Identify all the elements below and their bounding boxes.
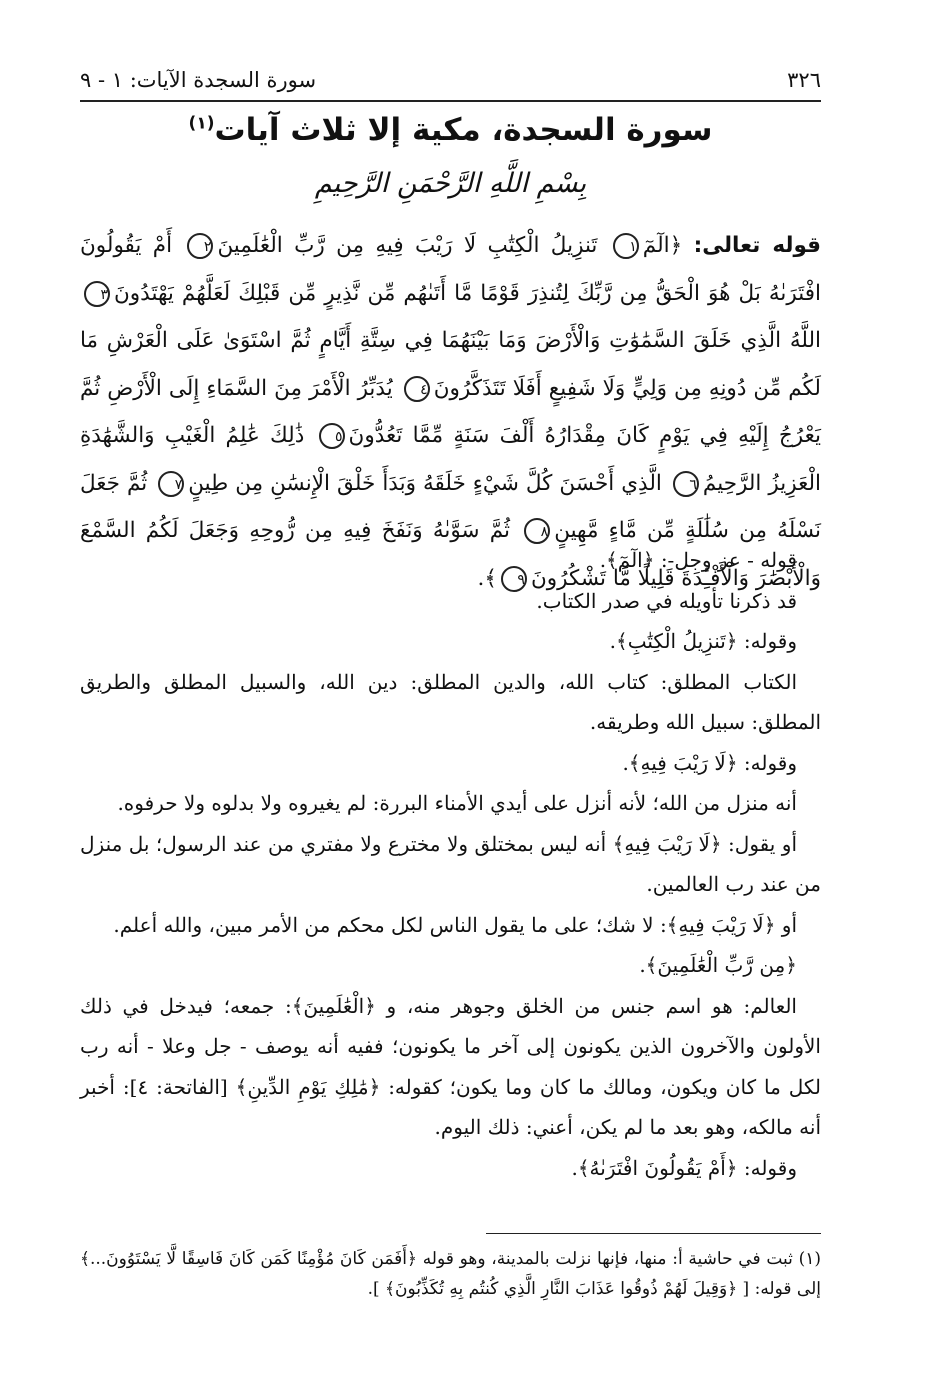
commentary-paragraph: أو يقول: ﴿لَا رَيْبَ فِيهِ﴾ أنه ليس بمختلق ولا مخترع ولا مفتري من عند الرسول؛ بل منزل من عند رب العالمين. xyxy=(80,831,821,896)
verse-text: الَّذِي أَحْسَنَ كُلَّ شَيْءٍ خَلَقَهُ وَبَدَأَ خَلْقَ الْإِنسَٰنِ مِن طِينٍ xyxy=(188,470,662,496)
commentary-paragraph: وقوله: ﴿تَنزِيلُ الْكِتَٰبِ﴾. xyxy=(609,629,797,653)
verse-lead: قوله تعالى: xyxy=(693,233,821,258)
verse-text: يُدَبِّرُ الْأَمْرَ مِنَ السَّمَاءِ إِلَى الْأَرْضِ ثُمَّ يَعْرُجُ إِلَيْهِ فِي يَوْمٍ كَانَ مِقْدَارُهُ أَلْفَ سَنَةٍ مِّمَّا تَعُدُّونَ xyxy=(80,375,821,448)
surah-title xyxy=(80,112,821,148)
commentary-paragraph: أنه منزل من الله؛ لأنه أنزل على أيدي الأمناء البررة: لم يغيروه ولا بدلوه ولا حرفوه. xyxy=(117,791,797,815)
commentary-paragraph: أو ﴿لَا رَيْبَ فِيهِ﴾: لا شك؛ على ما يقول الناس لكل محكم من الأمر مبين، والله أعلم. xyxy=(113,912,797,937)
commentary-paragraph: ﴿مِن رَّبِّ الْعَٰلَمِينَ﴾. xyxy=(639,953,797,977)
ayah-number-marker: ٩ xyxy=(501,566,527,592)
footnote: (١) ثبت في حاشية أ: منها، فإنها نزلت بالمدينة، وهو قوله ﴿أَفَمَن كَانَ مُؤْمِنًا كَمَن كَانَ فَاسِقًا لَّا يَسْتَوُونَ...﴾ إلى قوله: [ ﴿وَقِيلَ لَهُمْ ذُوقُوا عَذَابَ النَّارِ الَّذِي كُنتُم بِهِ تُكَذِّبُونَ﴾ ]. xyxy=(80,1249,821,1299)
commentary-body xyxy=(80,540,821,1188)
commentary-paragraph: الكتاب المطلق: كتاب الله، والدين المطلق: دين الله، والسبيل المطلق والطريق المطلق: سبيل الله وطريقه. xyxy=(80,669,821,734)
page-number: ٣٢٦ xyxy=(787,68,821,92)
ayah-number-marker: ٢ xyxy=(187,233,213,259)
commentary-paragraph: وقوله: ﴿لَا رَيْبَ فِيهِ﴾. xyxy=(622,750,797,775)
ayah-number-marker: ٤ xyxy=(404,376,430,402)
commentary-paragraph: وقوله: ﴿أَمْ يَقُولُونَ افْتَرَىٰهُ﴾. xyxy=(571,1155,797,1180)
verse-text: اللَّهُ الَّذِي خَلَقَ السَّمَٰوَٰتِ وَالْأَرْضَ وَمَا بَيْنَهُمَا فِي سِتَّةِ أَيَّامٍ ثُمَّ اسْتَوَىٰ عَلَى الْعَرْشِ مَا لَكُم مِّن دُونِهِ مِن وَلِيٍّ وَلَا شَفِيعٍ أَفَلَا تَتَذَكَّرُونَ xyxy=(80,328,821,401)
ayah-number-marker: ٨ xyxy=(524,518,550,544)
verse-text: ﴿الٓمٓ xyxy=(642,233,683,258)
commentary-paragraph: العالم: هو اسم جنس من الخلق وجوهر منه، و ﴿الْعَٰلَمِينَ﴾: جمعه؛ فيدخل في ذلك الأولون والآخرون الذين يكونون إلى آخر ما يكونون؛ ففيه أنه يوصف - جل وعلا - أنه رب لكل ما كان ويكون، ومالك ما كان وما يكون؛ كقوله: ﴿مَٰلِكِ يَوْمِ الدِّينِ﴾ [الفاتحة: ٤]: أخبر أنه مالكه، وهو بعد ما لم يكن، أعني: ذلك اليوم. xyxy=(80,993,822,1139)
verse-text: تَنزِيلُ الْكِتَٰبِ لَا رَيْبَ فِيهِ مِن رَّبِّ الْعَٰلَمِينَ xyxy=(217,233,598,258)
verse-text: ذَٰلِكَ عَٰلِمُ الْغَيْبِ وَالشَّهَٰدَةِ الْعَزِيزُ الرَّحِيمُ xyxy=(80,423,822,496)
commentary-paragraph: قد ذكرنا تأويله في صدر الكتاب. xyxy=(536,588,797,613)
footnote-rule xyxy=(486,1233,821,1234)
verse-text: أَمْ يَقُولُونَ افْتَرَىٰهُ بَلْ هُوَ الْحَقُّ مِن رَّبِّكَ لِتُنذِرَ قَوْمًا مَّا أَتَىٰهُم مِّن نَّذِيرٍ مِّن قَبْلِكَ لَعَلَّهُمْ يَهْتَدُونَ xyxy=(80,233,821,306)
ayah-number-marker: ٥ xyxy=(319,423,345,449)
ayah-number-marker: ٧ xyxy=(158,471,184,497)
section-title: سورة السجدة الآيات: ١ - ٩ xyxy=(80,68,317,92)
verse-text: ثُمَّ سَوَّىٰهُ وَنَفَخَ فِيهِ مِن رُّوحِهِ وَجَعَلَ لَكُمُ السَّمْعَ وَالْأَبْصَٰرَ وَالْأَفْـِٔدَةَ قَلِيلًا مَّا تَشْكُرُونَ xyxy=(80,518,821,591)
commentary-paragraph: قوله - عز وجل-: ﴿الٓمٓ﴾. xyxy=(599,548,797,572)
ayah-number-marker: ٣ xyxy=(84,281,110,307)
ayah-number-marker: ١ xyxy=(613,233,639,259)
running-header xyxy=(80,62,821,98)
verse-text: ثُمَّ جَعَلَ نَسْلَهُ مِن سُلَٰلَةٍ مِّن مَّاءٍ مَّهِينٍ xyxy=(80,470,821,543)
verse-closing: ﴾. xyxy=(477,565,497,591)
header-rule xyxy=(80,100,821,102)
footnote-marker: (١) xyxy=(188,113,215,134)
basmala: بِسْمِ اللَّهِ الرَّحْمَنِ الرَّحِيمِ xyxy=(314,168,587,199)
ayah-number-marker: ٦ xyxy=(673,471,699,497)
surah-title-text: سورة السجدة، مكية إلا ثلاث آيات xyxy=(214,112,713,148)
